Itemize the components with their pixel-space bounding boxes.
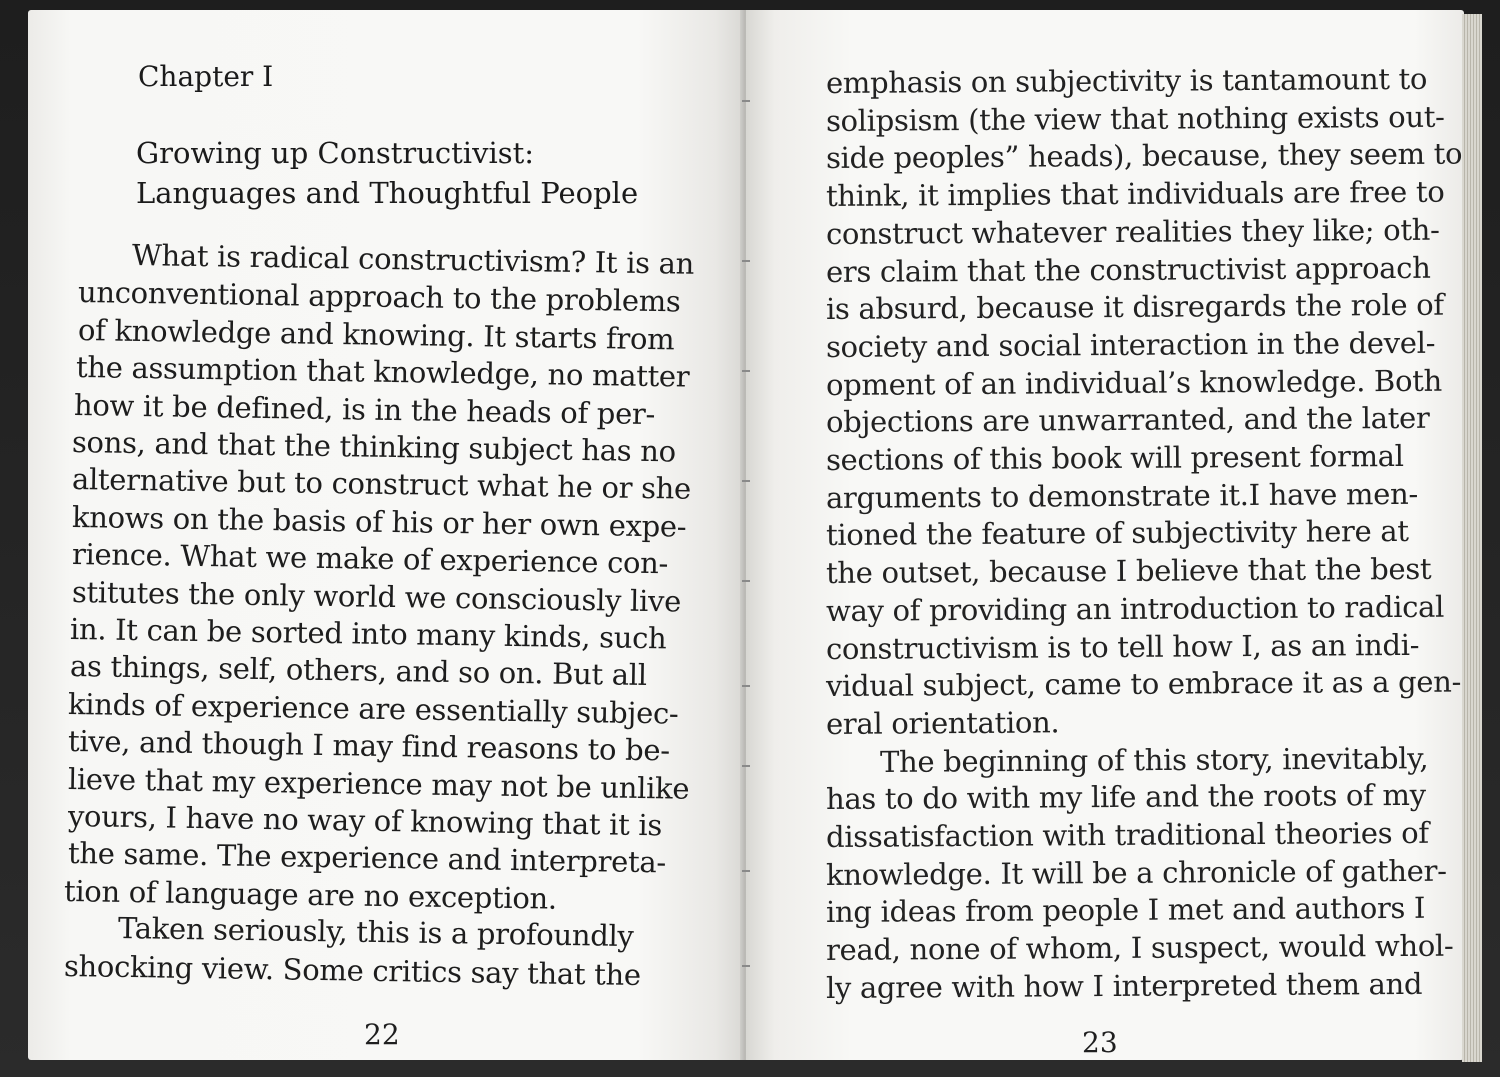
- left-body-line: as things, self, others, and so on. But all: [69, 649, 648, 693]
- left-body-line: in. It can be sorted into many kinds, such: [69, 612, 667, 656]
- binding-stitch: [742, 765, 750, 767]
- binding-stitch: [742, 965, 750, 967]
- left-body-line: Taken seriously, this is a profoundly: [117, 911, 634, 954]
- binding-stitch: [742, 100, 750, 102]
- right-body-line: solipsism (the view that nothing exists out-: [825, 99, 1445, 138]
- right-body-line: has to do with my life and the roots of my: [825, 778, 1426, 817]
- right-body-line: vidual subject, came to embrace it as a gen-: [825, 664, 1462, 704]
- right-body-line: think, it implies that individuals are free to: [825, 174, 1445, 214]
- left-body-line: tive, and though I may find reasons to be-: [67, 724, 671, 768]
- chapter-title-line-1: Growing up Constructivist:: [136, 136, 535, 170]
- right-body-line: sections of this book will present formal: [825, 438, 1404, 477]
- right-body-line: ers claim that the constructivist approach: [825, 250, 1431, 289]
- right-body-line: is absurd, because it disregards the role of: [825, 287, 1444, 327]
- right-body-line: side peoples” heads), because, they seem to: [825, 136, 1463, 176]
- left-body-line: stitutes the only world we consciously live: [71, 574, 682, 619]
- binding-stitch: [742, 370, 750, 372]
- page-edges: [1462, 14, 1482, 1062]
- right-body-line: ing ideas from people I met and authors I: [825, 891, 1426, 930]
- binding-stitch: [742, 870, 750, 872]
- left-body-line: tion of language are no exception.: [63, 873, 558, 916]
- right-body-line: emphasis on subjectivity is tantamount to: [825, 61, 1428, 100]
- left-body-line: the assumption that knowledge, no matter: [75, 350, 690, 394]
- right-body-line: opment of an individual’s knowledge. Both: [825, 363, 1443, 402]
- right-body-line: tioned the feature of subjectivity here at: [825, 514, 1409, 553]
- left-page-number: 22: [364, 1018, 400, 1051]
- right-body-line: way of providing an introduction to radical: [825, 589, 1445, 628]
- left-body-line: how it be defined, is in the heads of per-: [73, 387, 656, 431]
- right-body-line: eral orientation.: [825, 705, 1060, 741]
- left-body-line: What is radical constructivism? It is an: [131, 238, 695, 281]
- right-body-line: dissatisfaction with traditional theories of: [825, 815, 1429, 854]
- left-body-line: sons, and that the thinking subject has no: [71, 425, 677, 469]
- right-body-line: society and social interaction in the devel-: [825, 325, 1436, 364]
- right-body-line: the outset, because I believe that the best: [825, 551, 1432, 591]
- left-body-line: knows on the basis of his or her own expe-: [71, 499, 687, 544]
- left-body-line: yours, I have no way of knowing that it is: [67, 799, 663, 843]
- right-body-line: knowledge. It will be a chronicle of gather-: [825, 853, 1447, 892]
- chapter-label: Chapter I: [138, 60, 274, 93]
- right-body-line: ly agree with how I interpreted them and: [825, 966, 1423, 1005]
- chapter-title-line-2: Languages and Thoughtful People: [136, 176, 639, 210]
- right-body-line: arguments to demonstrate it.I have men-: [825, 476, 1419, 515]
- binding-stitch: [742, 580, 750, 582]
- binding-stitch: [742, 685, 750, 687]
- left-body-line: alternative but to construct what he or she: [71, 462, 692, 507]
- binding-stitch: [742, 480, 750, 482]
- left-body-line: shocking view. Some critics say that the: [63, 948, 642, 992]
- left-body-line: rience. What we make of experience con-: [71, 537, 669, 581]
- right-body-line: The beginning of this story, inevitably,: [879, 740, 1429, 779]
- right-body-line: read, none of whom, I suspect, would whol-: [825, 928, 1454, 968]
- right-page-number: 23: [1082, 1026, 1118, 1059]
- binding-stitch: [742, 260, 750, 262]
- right-body-line: objections are unwarranted, and the later: [825, 401, 1430, 440]
- left-body-line: of knowledge and knowing. It starts from: [77, 312, 675, 357]
- right-body-line: constructivism is to tell how I, as an indi-: [825, 627, 1420, 666]
- right-body-line: construct whatever realities they like; oth-: [825, 212, 1440, 251]
- left-body-line: unconventional approach to the problems: [77, 275, 681, 319]
- left-page: [28, 10, 744, 1060]
- right-page: [746, 10, 1464, 1060]
- left-body-line: kinds of experience are essentially subjec-: [67, 686, 679, 731]
- left-body-line: the same. The experience and interpreta-: [67, 836, 667, 880]
- left-body-line: lieve that my experience may not be unlike: [67, 761, 690, 806]
